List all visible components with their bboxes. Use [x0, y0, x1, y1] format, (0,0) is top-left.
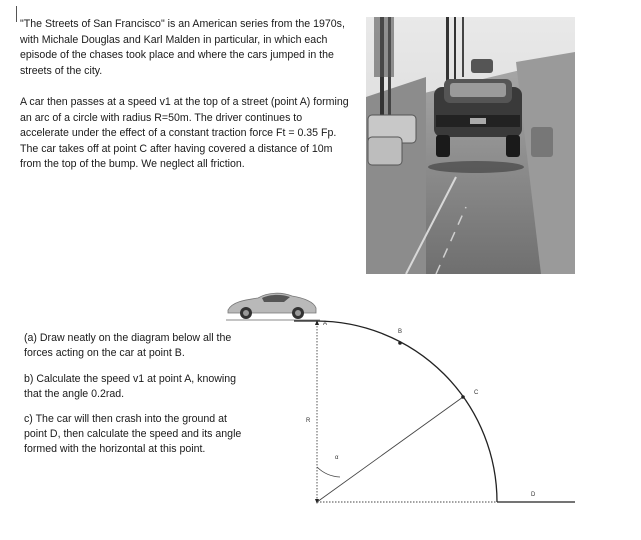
question-b: b) Calculate the speed v1 at point A, knowing that the angle 0.2rad.	[24, 373, 237, 400]
label-c: C	[474, 390, 479, 396]
radius-to-c-line	[317, 397, 463, 502]
question-c: c) The car will then crash into the ground at point D, then calculate the speed and its angle formed with the horizontal at this point.	[24, 413, 242, 455]
alpha-arc	[317, 467, 340, 477]
circular-arc	[316, 321, 497, 502]
intro-paragraph-2: A car then passes at a speed v1 at the top of a street (point A) forming an arc of a circle with radius R=50m. The driver continues to accelerate under the effect of a constant traction force Ft = 0.35 Fp. The car takes off at point C after having covered a distance of 10m from the top of the bump. We neglect all friction.	[20, 96, 349, 171]
label-r: R	[306, 418, 311, 424]
label-d: D	[531, 492, 536, 498]
question-a: (a) Draw neatly on the diagram below all the forces acting on the car at point B.	[24, 332, 232, 359]
point-c-marker	[461, 395, 465, 399]
label-a: A	[323, 321, 328, 327]
point-b-marker	[398, 341, 402, 345]
circular-arc-diagram	[290, 312, 590, 512]
street-car-jump-photo	[366, 17, 575, 274]
label-alpha: α	[335, 455, 339, 461]
label-b: B	[398, 329, 403, 335]
text-cursor	[16, 6, 17, 22]
intro-paragraph-1: "The Streets of San Francisco" is an American series from the 1970s, with Michale Douglas and Karl Malden in particular, in which each episode of the chases took place and where the cars jumped in the streets of the city.	[20, 18, 345, 77]
